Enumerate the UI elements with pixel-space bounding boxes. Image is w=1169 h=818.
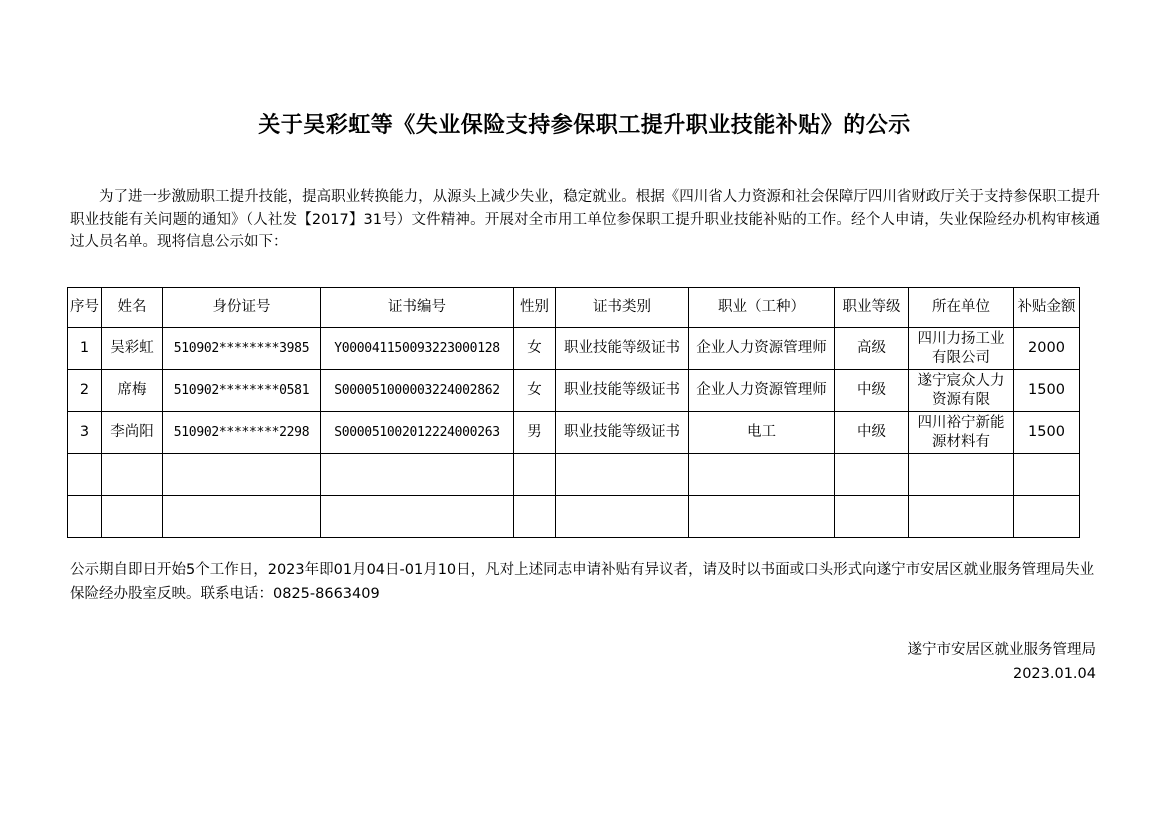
header-level: 职业等级 [835,288,909,328]
cell-empty [835,454,909,496]
cell-empty [102,496,163,538]
header-employer: 所在单位 [909,288,1014,328]
cell-empty [689,496,835,538]
cell-empty [1014,454,1080,496]
cell-empty [909,496,1014,538]
cell-gender: 女 [514,370,556,412]
cell-empty [909,454,1014,496]
cell-name: 吴彩虹 [102,328,163,370]
cell-empty [68,496,102,538]
header-id-number: 身份证号 [163,288,321,328]
cell-empty [556,454,689,496]
cell-certificate-type: 职业技能等级证书 [556,328,689,370]
cell-name: 席梅 [102,370,163,412]
cell-empty [163,496,321,538]
cell-employer: 四川裕宁新能源材料有 [909,412,1014,454]
cell-subsidy-amount: 1500 [1014,370,1080,412]
cell-id-number: 510902********2298 [163,412,321,454]
intro-paragraph: 为了进一步激励职工提升技能，提高职业转换能力，从源头上减少失业，稳定就业。根据《四川省人力资源和社会保障厅四川省财政厅关于支持参保职工提升职业技能有关问题的通知》（人社发【2017】31号）文件精神。开展对全市用工单位参保职工提升职业技能补贴的工作。经个人申请，失业保险经办机构审核通过人员名单。现将信息公示如下： [70,189,1100,250]
cell-occupation: 电工 [689,412,835,454]
table-row-empty [68,454,1080,496]
cell-index: 2 [68,370,102,412]
header-certificate-type: 证书类别 [556,288,689,328]
cell-gender: 女 [514,328,556,370]
header-index: 序号 [68,288,102,328]
cell-certificate-number: S000051000003224002862 [321,370,514,412]
cell-empty [689,454,835,496]
cell-employer: 四川力扬工业有限公司 [909,328,1014,370]
subsidy-roster-table [67,287,1080,538]
issue-date: 2023.01.04 [1012,666,1096,682]
cell-empty [68,454,102,496]
cell-index: 3 [68,412,102,454]
cell-gender: 男 [514,412,556,454]
cell-name: 李尚阳 [102,412,163,454]
cell-level: 高级 [835,328,909,370]
header-occupation: 职业（工种） [689,288,835,328]
cell-empty [321,454,514,496]
table-row [68,370,1080,412]
cell-certificate-number: Y000041150093223000128 [321,328,514,370]
header-gender: 性别 [514,288,556,328]
cell-empty [514,454,556,496]
cell-occupation: 企业人力资源管理师 [689,328,835,370]
header-subsidy-amount: 补贴金额 [1014,288,1080,328]
cell-employer: 遂宁宸众人力资源有限 [909,370,1014,412]
cell-id-number: 510902********3985 [163,328,321,370]
cell-empty [556,496,689,538]
cell-empty [163,454,321,496]
cell-certificate-type: 职业技能等级证书 [556,412,689,454]
table-row-empty [68,496,1080,538]
cell-empty [835,496,909,538]
notice-title: 关于吴彩虹等《失业保险支持参保职工提升职业技能补贴》的公示 [258,112,911,138]
issuing-organization: 遂宁市安居区就业服务管理局 [907,642,1096,658]
cell-empty [102,454,163,496]
cell-certificate-type: 职业技能等级证书 [556,370,689,412]
header-certificate-number: 证书编号 [321,288,514,328]
cell-empty [321,496,514,538]
publicity-notice: 公示期自即日开始5个工作日，2023年即01月04日-01月10日，凡对上述同志申请补贴有异议者，请及时以书面或口头形式向遂宁市安居区就业服务管理局失业保险经办股室反映。联系电话：0825-8663409 [70,562,1095,602]
cell-level: 中级 [835,370,909,412]
signature-block [908,638,1097,686]
cell-subsidy-amount: 2000 [1014,328,1080,370]
cell-subsidy-amount: 1500 [1014,412,1080,454]
table-row [68,412,1080,454]
header-name: 姓名 [102,288,163,328]
cell-index: 1 [68,328,102,370]
table-row [68,328,1080,370]
cell-id-number: 510902********0581 [163,370,321,412]
cell-empty [514,496,556,538]
cell-certificate-number: S000051002012224000263 [321,412,514,454]
cell-occupation: 企业人力资源管理师 [689,370,835,412]
cell-level: 中级 [835,412,909,454]
cell-empty [1014,496,1080,538]
table-header-row [68,288,1080,328]
